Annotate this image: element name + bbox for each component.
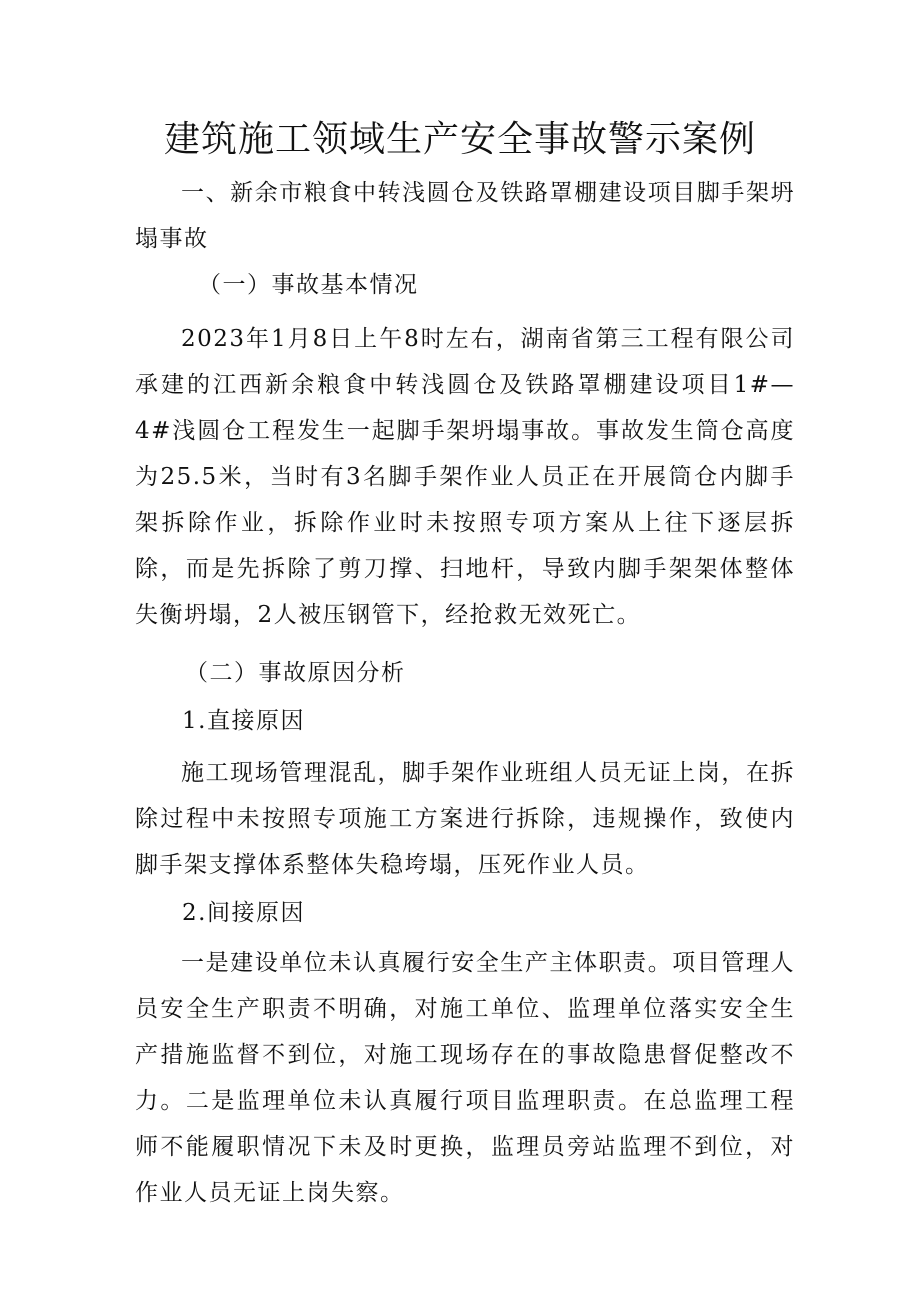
section-one-body: 2023年1月8日上午8时左右，湖南省第三工程有限公司承建的江西新余粮食中转浅圆仓及铁路罩棚建设项目1#—4#浅圆仓工程发生一起脚手架坍塌事故。事故发生筒仓高度为25.5米，当时有3名脚手架作业人员正在开展筒仓内脚手架拆除作业，拆除作业时未按照专项方案从上往下逐层拆除，而是先拆除了剪刀撑、扫地杆，导致内脚手架架体整体失衡坍塌，2人被压钢管下，经抢救无效死亡。 [135,326,795,628]
case-one-heading: 一、新余市粮食中转浅圆仓及铁路罩棚建设项目脚手架坍塌事故 [135,180,795,252]
direct-cause-heading: 1.直接原因 [182,708,305,734]
section-two-heading: （二）事故原因分析 [185,660,406,686]
document-title: 建筑施工领域生产安全事故警示案例 [163,119,756,160]
direct-cause-body: 施工现场管理混乱，脚手架作业班组人员无证上岗，在拆除过程中未按照专项施工方案进行拆除，违规操作，致使内脚手架支撑体系整体失稳垮塌，压死作业人员。 [135,760,795,878]
indirect-cause-heading: 2.间接原因 [182,900,305,926]
indirect-cause-body: 一是建设单位未认真履行安全生产主体职责。项目管理人员安全生产职责不明确，对施工单位、监理单位落实安全生产措施监督不到位，对施工现场存在的事故隐患督促整改不力。二是监理单位未认真履行项目监理职责。在总监理工程师不能履职情况下未及时更换，监理员旁站监理不到位，对作业人员无证上岗失察。 [135,950,795,1206]
section-one-heading: （一）事故基本情况 [198,272,419,298]
